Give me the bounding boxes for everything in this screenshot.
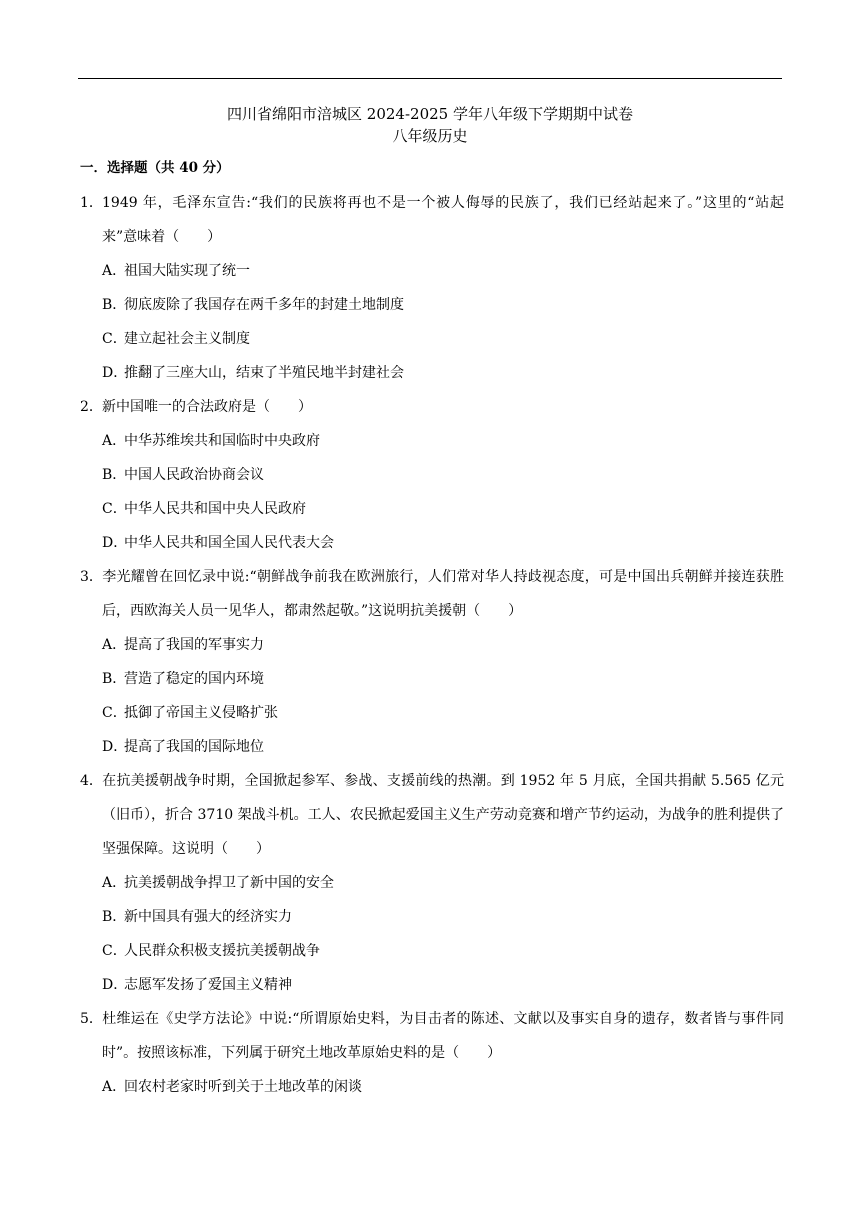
option-text: 中华苏维埃共和国临时中央政府 bbox=[124, 433, 320, 449]
option-text: 新中国具有强大的经济实力 bbox=[124, 909, 292, 925]
question-number: 1． bbox=[80, 195, 103, 211]
answer-option bbox=[80, 730, 784, 764]
question-text: 杜维运在《史学方法论》中说:“所谓原始史料，为目击者的陈述、文献以及事实自身的遗存，数者皆与事件同时”。按照该标准，下列属于研究土地改革原始史料的是（ ） bbox=[102, 1011, 784, 1061]
option-letter: C． bbox=[102, 501, 127, 517]
option-text: 营造了稳定的国内环境 bbox=[124, 671, 264, 687]
question-stem bbox=[80, 560, 784, 628]
option-text: 推翻了三座大山，结束了半殖民地半封建社会 bbox=[124, 365, 404, 381]
option-text: 建立起社会主义制度 bbox=[124, 331, 250, 347]
question-stem bbox=[80, 390, 784, 424]
option-letter: D． bbox=[102, 535, 128, 551]
option-letter: D． bbox=[102, 977, 128, 993]
question-text: 1949 年，毛泽东宣告:“我们的民族将再也不是一个被人侮辱的民族了，我们已经站起来了。”这里的“站起来”意味着（ ） bbox=[102, 195, 784, 245]
question-stem bbox=[80, 186, 784, 254]
option-letter: D． bbox=[102, 365, 128, 381]
option-letter: C． bbox=[102, 331, 127, 347]
answer-option bbox=[80, 492, 784, 526]
answer-option bbox=[80, 288, 784, 322]
option-letter: B． bbox=[102, 297, 127, 313]
question-number: 4． bbox=[80, 773, 103, 789]
option-text: 志愿军发扬了爱国主义精神 bbox=[124, 977, 292, 993]
exam-title: 四川省绵阳市涪城区 2024-2025 学年八年级下学期期中试卷 bbox=[227, 105, 633, 123]
answer-option bbox=[80, 356, 784, 390]
option-letter: C． bbox=[102, 943, 127, 959]
answer-option bbox=[80, 526, 784, 560]
option-text: 中华人民共和国全国人民代表大会 bbox=[124, 535, 334, 551]
option-text: 提高了我国的国际地位 bbox=[124, 739, 264, 755]
option-text: 祖国大陆实现了统一 bbox=[124, 263, 250, 279]
option-text: 抗美援朝战争捍卫了新中国的安全 bbox=[124, 875, 334, 891]
answer-option bbox=[80, 458, 784, 492]
option-letter: B． bbox=[102, 909, 127, 925]
option-letter: B． bbox=[102, 467, 127, 483]
option-text: 中华人民共和国中央人民政府 bbox=[124, 501, 306, 517]
option-letter: A． bbox=[102, 433, 127, 449]
option-letter: C． bbox=[102, 705, 127, 721]
answer-option bbox=[80, 696, 784, 730]
question-number: 2． bbox=[80, 399, 103, 415]
question-4 bbox=[80, 764, 784, 1002]
option-text: 彻底废除了我国存在两千多年的封建土地制度 bbox=[124, 297, 404, 313]
question-list bbox=[80, 186, 784, 1104]
question-text: 新中国唯一的合法政府是（ ） bbox=[102, 399, 312, 415]
question-stem bbox=[80, 764, 784, 866]
option-text: 回农村老家时听到关于土地改革的闲谈 bbox=[124, 1079, 362, 1095]
question-text: 在抗美援朝战争时期，全国掀起参军、参战、支援前线的热潮。到 1952 年 5 月底，全国共捐献 5.565 亿元（旧币），折合 3710 架战斗机。工人、农民掀起爱国主义生产劳动竞赛和增产节约运动，为战争的胜利提供了坚强保障。这说明（ ） bbox=[102, 773, 784, 857]
option-letter: A． bbox=[102, 1079, 127, 1095]
question-stem bbox=[80, 1002, 784, 1070]
exam-header bbox=[78, 103, 782, 147]
answer-option bbox=[80, 968, 784, 1002]
option-letter: A． bbox=[102, 637, 127, 653]
option-letter: B． bbox=[102, 671, 127, 687]
answer-option bbox=[80, 934, 784, 968]
option-text: 人民群众积极支援抗美援朝战争 bbox=[124, 943, 320, 959]
question-5 bbox=[80, 1002, 784, 1104]
question-2 bbox=[80, 390, 784, 560]
answer-option bbox=[80, 254, 784, 288]
answer-option bbox=[80, 662, 784, 696]
answer-option bbox=[80, 628, 784, 662]
section-heading: 一．选择题（共 40 分） bbox=[80, 160, 230, 176]
question-number: 3． bbox=[80, 569, 103, 585]
answer-option bbox=[80, 900, 784, 934]
option-text: 提高了我国的军事实力 bbox=[124, 637, 264, 653]
answer-option bbox=[80, 1070, 784, 1104]
question-number: 5． bbox=[80, 1011, 103, 1027]
option-letter: A． bbox=[102, 875, 127, 891]
exam-subtitle: 八年级历史 bbox=[392, 127, 468, 145]
option-letter: D． bbox=[102, 739, 128, 755]
answer-option bbox=[80, 322, 784, 356]
question-text: 李光耀曾在回忆录中说:“朝鲜战争前我在欧洲旅行，人们常对华人持歧视态度，可是中国出兵朝鲜并接连获胜后，西欧海关人员一见华人，都肃然起敬。”这说明抗美援朝（ ） bbox=[102, 569, 784, 619]
question-1 bbox=[80, 186, 784, 390]
answer-option bbox=[80, 424, 784, 458]
option-letter: A． bbox=[102, 263, 127, 279]
option-text: 中国人民政治协商会议 bbox=[124, 467, 264, 483]
question-3 bbox=[80, 560, 784, 764]
header-rule bbox=[78, 78, 782, 79]
option-text: 抵御了帝国主义侵略扩张 bbox=[124, 705, 278, 721]
answer-option bbox=[80, 866, 784, 900]
